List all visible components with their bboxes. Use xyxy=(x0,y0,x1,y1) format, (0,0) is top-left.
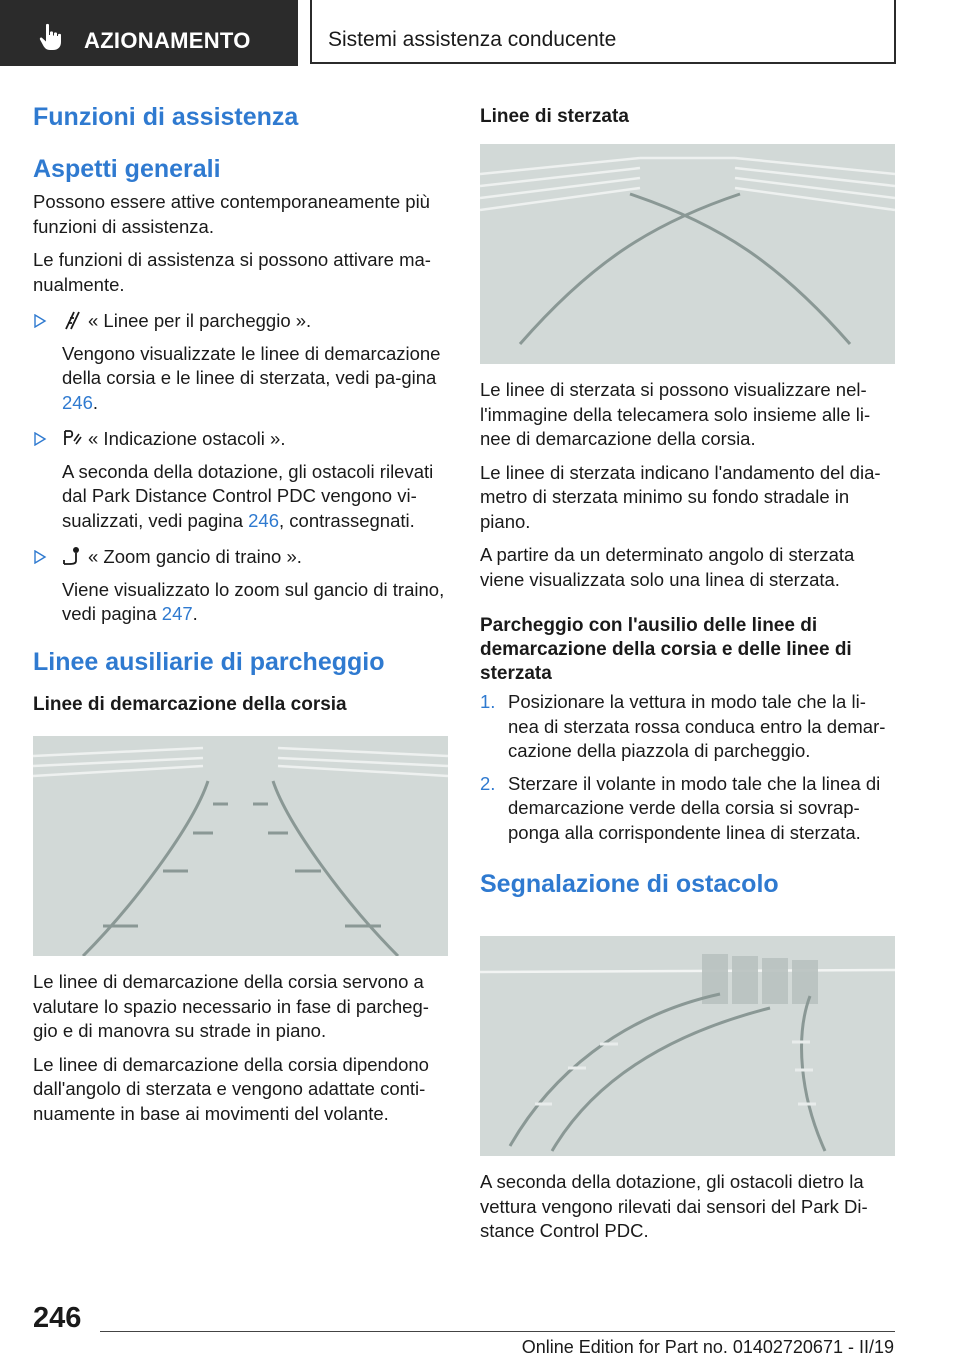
step-number: 2. xyxy=(480,772,496,794)
page-header xyxy=(0,0,960,66)
main-heading: Funzioni di assistenza xyxy=(33,103,299,131)
aux-lines-heading: Linee ausiliarie di parcheggio xyxy=(33,647,385,676)
obstacle-sensor-icon xyxy=(62,428,82,448)
step-number: 1. xyxy=(480,691,496,712)
steering-lines-figure xyxy=(480,144,895,364)
tow-hitch-icon xyxy=(62,546,82,566)
bullet-obstacle-display: « Indicazione ostacoli ». A seconda della dotazione, gli ostacoli rilevati dal Park Distance Control PDC vengono vi-sualizzati, vedi pagina 246, contrassegnati. xyxy=(33,427,448,533)
right-column xyxy=(480,105,895,129)
triangle-bullet-icon xyxy=(33,432,47,446)
left-column xyxy=(33,100,448,717)
page-number: 246 xyxy=(33,1302,82,1334)
obstacle-heading: Segnalazione di ostacolo xyxy=(480,870,779,898)
steer-paragraph-3: A partire da un determinato angolo di sterzata viene visualizzata solo una linea di sterzata. xyxy=(480,544,855,590)
page-link-246[interactable]: 246 xyxy=(62,391,93,413)
bullet-parking-lines: « Linee per il parcheggio ». Vengono visualizzate le linee di demarcazione della corsia e le linee di sterzata, vedi pa-gina 246. xyxy=(33,309,448,415)
steer-paragraph-2: Le linee di sterzata indicano l'andamento del dia-metro di sterzata minimo su fondo stradale in piano. xyxy=(480,461,881,532)
bullet-label: « Linee per il parcheggio ». xyxy=(88,310,312,331)
edition-note: Online Edition for Part no. 01402720671 - II/19 xyxy=(521,1337,894,1357)
lane-paragraph-2: Le linee di demarcazione della corsia dipendono dall'angolo di sterzata e vengono adattate conti-nuamente in base ai movimenti del volante. xyxy=(33,1053,429,1124)
parking-lines-icon xyxy=(62,310,82,330)
footer-divider xyxy=(100,1331,895,1332)
bullet-tow-hitch-zoom: « Zoom gancio di traino ». Viene visualizzato lo zoom sul gancio di traino, vedi pagina 247. xyxy=(33,545,448,627)
section-tab xyxy=(0,0,298,66)
general-paragraph-2: Le funzioni di assistenza si possono attivare ma-nualmente. xyxy=(33,249,431,295)
lane-lines-heading: Linee di demarcazione della corsia xyxy=(33,693,347,715)
step-1 xyxy=(480,690,895,764)
steer-paragraph-1: Le linee di sterzata si possono visualizzare nel-l'immagine della telecamera solo insieme alle li-nee di demarcazione della corsia. xyxy=(480,379,871,449)
chapter-title: Sistemi assistenza conducente xyxy=(328,28,617,51)
section-title: AZIONAMENTO xyxy=(84,28,251,53)
hand-pointer-icon xyxy=(36,22,66,52)
lane-lines-figure xyxy=(33,736,448,956)
general-paragraph-1: Possono essere attive contemporaneamente più funzioni di assistenza. xyxy=(33,191,430,237)
bullet-label: « Indicazione ostacoli ». xyxy=(88,428,286,449)
page-link-247[interactable]: 247 xyxy=(161,603,193,624)
lane-paragraph-1: Le linee di demarcazione della corsia servono a valutare lo spazio necessario in fase di parcheg-gio e di manovra su strade in piano. xyxy=(33,971,429,1041)
bullet-label: « Zoom gancio di traino ». xyxy=(88,546,302,567)
left-column-lower xyxy=(33,970,448,1126)
chapter-box xyxy=(310,0,896,64)
right-column-lower xyxy=(480,1170,895,1244)
general-heading: Aspetti generali xyxy=(33,155,221,183)
right-column-text xyxy=(480,378,895,901)
step-text: Posizionare la vettura in modo tale che la li-nea di sterzata rossa conduca entro la demar-cazione della piazzola di parcheggio. xyxy=(508,691,886,761)
step-text: Sterzare il volante in modo tale che la linea di demarcazione verde della corsia si sovrap-ponga alla corrispondente linea di sterzata. xyxy=(508,772,881,843)
triangle-bullet-icon xyxy=(33,314,47,328)
triangle-bullet-icon xyxy=(33,550,47,564)
obstacle-paragraph: A seconda della dotazione, gli ostacoli dietro la vettura vengono rilevati dai sensori del Park Di-stance Control PDC. xyxy=(480,1171,868,1241)
page-link-246[interactable]: 246 xyxy=(248,509,280,531)
steer-lines-heading: Linee di sterzata xyxy=(480,106,629,127)
parking-heading: Parcheggio con l'ausilio delle linee di demarcazione della corsia e delle linee di sterzata xyxy=(480,615,852,684)
step-2 xyxy=(480,772,895,846)
obstacle-figure xyxy=(480,936,895,1156)
